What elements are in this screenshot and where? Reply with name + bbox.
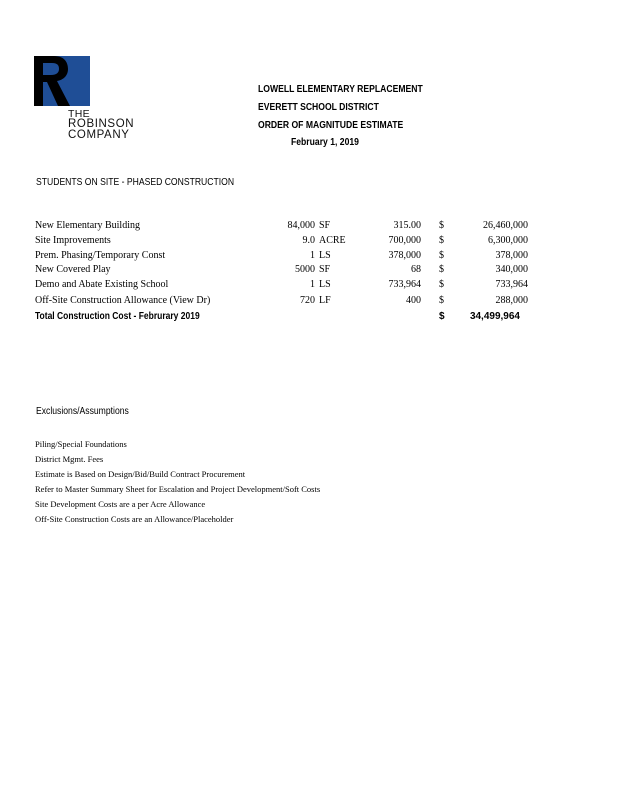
list-item: Piling/Special Foundations bbox=[35, 439, 127, 449]
list-item: Site Development Costs are a per Acre Allowance bbox=[35, 499, 206, 509]
item-total: 340,000 bbox=[495, 264, 528, 275]
item-description: New Elementary Building bbox=[35, 220, 140, 231]
item-quantity: 720 bbox=[300, 295, 315, 306]
item-unit: LS bbox=[319, 250, 331, 261]
total-row bbox=[0, 311, 618, 325]
exclusions-title: Exclusions/Assumptions bbox=[36, 405, 129, 417]
item-rate: 733,964 bbox=[388, 279, 421, 290]
item-description: Demo and Abate Existing School bbox=[35, 279, 169, 290]
item-description: New Covered Play bbox=[35, 264, 111, 275]
item-description: Site Improvements bbox=[35, 235, 111, 246]
logo-text-robinson: ROBINSON bbox=[68, 118, 135, 130]
table-row bbox=[0, 250, 618, 264]
table-row bbox=[0, 295, 618, 309]
item-rate: 700,000 bbox=[388, 235, 421, 246]
estimate-type: ORDER OF MAGNITUDE ESTIMATE bbox=[258, 119, 404, 131]
list-item: Estimate is Based on Design/Bid/Build Contract Procurement bbox=[35, 469, 246, 479]
item-rate: 68 bbox=[411, 264, 421, 275]
project-title: LOWELL ELEMENTARY REPLACEMENT bbox=[258, 83, 423, 95]
table-row bbox=[0, 279, 618, 293]
item-quantity: 5000 bbox=[295, 264, 315, 275]
table-row bbox=[0, 220, 618, 234]
item-currency: $ bbox=[439, 295, 444, 306]
item-currency: $ bbox=[439, 250, 444, 261]
table-row bbox=[0, 235, 618, 249]
total-label: Total Construction Cost - Februrary 2019 bbox=[35, 311, 200, 322]
item-total: 26,460,000 bbox=[483, 220, 528, 231]
item-total: 733,964 bbox=[495, 279, 528, 290]
item-quantity: 9.0 bbox=[302, 235, 315, 246]
company-logo bbox=[34, 56, 144, 146]
item-currency: $ bbox=[439, 279, 444, 290]
item-rate: 400 bbox=[406, 295, 421, 306]
item-total: 6,300,000 bbox=[488, 235, 528, 246]
item-rate: 378,000 bbox=[388, 250, 421, 261]
logo-text-the: THE bbox=[68, 108, 90, 120]
list-item: District Mgmt. Fees bbox=[35, 454, 104, 464]
item-unit: SF bbox=[319, 264, 331, 275]
item-currency: $ bbox=[439, 264, 444, 275]
district-name: EVERETT SCHOOL DISTRICT bbox=[258, 101, 379, 113]
item-unit: ACRE bbox=[319, 235, 346, 246]
table-row bbox=[0, 264, 618, 278]
item-rate: 315.00 bbox=[393, 220, 421, 231]
item-currency: $ bbox=[439, 235, 444, 246]
list-item: Refer to Master Summary Sheet for Escalation and Project Development/Soft Costs bbox=[35, 484, 321, 494]
item-description: Off-Site Construction Allowance (View Dr) bbox=[35, 295, 211, 306]
item-total: 378,000 bbox=[495, 250, 528, 261]
logo-mark-icon bbox=[34, 56, 90, 106]
total-currency: $ bbox=[439, 311, 445, 322]
section-title: STUDENTS ON SITE - PHASED CONSTRUCTION bbox=[36, 176, 235, 188]
exclusions-list bbox=[35, 437, 320, 527]
item-quantity: 1 bbox=[310, 279, 315, 290]
item-unit: LS bbox=[319, 279, 331, 290]
item-unit: SF bbox=[319, 220, 331, 231]
total-amount: 34,499,964 bbox=[469, 311, 520, 322]
item-quantity: 1 bbox=[310, 250, 315, 261]
item-quantity: 84,000 bbox=[287, 220, 315, 231]
item-description: Prem. Phasing/Temporary Const bbox=[35, 250, 166, 261]
item-total: 288,000 bbox=[495, 295, 528, 306]
estimate-date: February 1, 2019 bbox=[291, 136, 359, 148]
item-unit: LF bbox=[319, 295, 331, 306]
list-item: Off-Site Construction Costs are an Allowance/Placeholder bbox=[35, 514, 234, 524]
logo-text-company: COMPANY bbox=[68, 129, 130, 141]
item-currency: $ bbox=[439, 220, 444, 231]
